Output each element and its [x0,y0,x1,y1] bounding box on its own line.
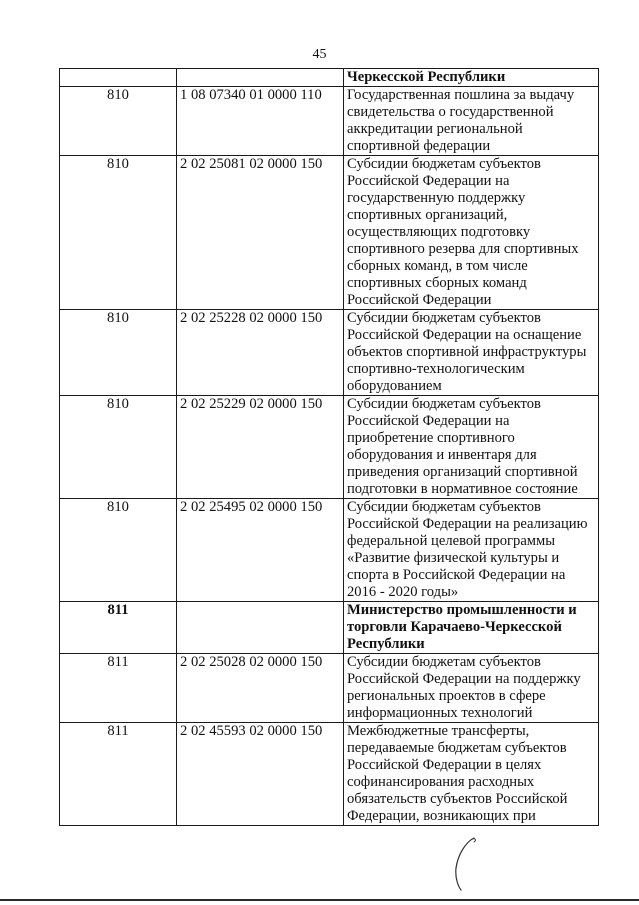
table-body [60,69,599,826]
table-row [60,602,599,654]
revenue-name-cell: Субсидии бюджетам субъектов Российской Федерации на приобретение спортивного оборудования и инвентаря для приведения организаций спортивной подготовки в нормативное состояние [344,396,599,499]
admin-code-cell: 811 [60,602,177,654]
table-row [60,654,599,723]
revenue-code-cell: 2 02 25028 02 0000 150 [177,654,344,723]
budget-classification-table [59,68,599,826]
table-row [60,396,599,499]
revenue-name-cell: Черкесской Республики [344,69,599,87]
table-row [60,310,599,396]
revenue-name-cell: Министерство промышленности и торговли Карачаево-Черкесской Республики [344,602,599,654]
revenue-code-cell: 2 02 25495 02 0000 150 [177,499,344,602]
revenue-code-cell: 2 02 25081 02 0000 150 [177,156,344,310]
revenue-code-cell [177,69,344,87]
revenue-code-cell [177,602,344,654]
admin-code-cell: 810 [60,499,177,602]
revenue-name-cell: Межбюджетные трансферты, передаваемые бюджетам субъектов Российской Федерации в целях софинансирования расходных обязательств субъектов Российской Федерации, возникающих при [344,723,599,826]
table-row [60,156,599,310]
admin-code-cell: 810 [60,396,177,499]
admin-code-cell: 811 [60,723,177,826]
revenue-code-cell: 2 02 25228 02 0000 150 [177,310,344,396]
bottom-rule [0,899,639,901]
revenue-code-cell: 2 02 25229 02 0000 150 [177,396,344,499]
admin-code-cell: 810 [60,87,177,156]
revenue-name-cell: Государственная пошлина за выдачу свидетельства о государственной аккредитации региональной спортивной федерации [344,87,599,156]
table-row [60,87,599,156]
admin-code-cell [60,69,177,87]
table-row [60,69,599,87]
revenue-code-cell: 1 08 07340 01 0000 110 [177,87,344,156]
revenue-name-cell: Субсидии бюджетам субъектов Российской Федерации на государственную поддержку спортивных организаций, осуществляющих подготовку спортивного резерва для спортивных сборных команд, в том числе спортивных сборных команд Российской Федерации [344,156,599,310]
admin-code-cell: 810 [60,156,177,310]
revenue-code-cell: 2 02 45593 02 0000 150 [177,723,344,826]
admin-code-cell: 811 [60,654,177,723]
table-row [60,499,599,602]
page-number: 45 [312,47,327,62]
revenue-name-cell: Субсидии бюджетам субъектов Российской Федерации на реализацию федеральной целевой программы «Развитие физической культуры и спорта в Российской Федерации на 2016 - 2020 годы» [344,499,599,602]
signature-mark [452,836,482,892]
revenue-name-cell: Субсидии бюджетам субъектов Российской Федерации на оснащение объектов спортивной инфраструктуры спортивно-технологическим оборудованием [344,310,599,396]
table-row [60,723,599,826]
revenue-name-cell: Субсидии бюджетам субъектов Российской Федерации на поддержку региональных проектов в сфере информационных технологий [344,654,599,723]
admin-code-cell: 810 [60,310,177,396]
